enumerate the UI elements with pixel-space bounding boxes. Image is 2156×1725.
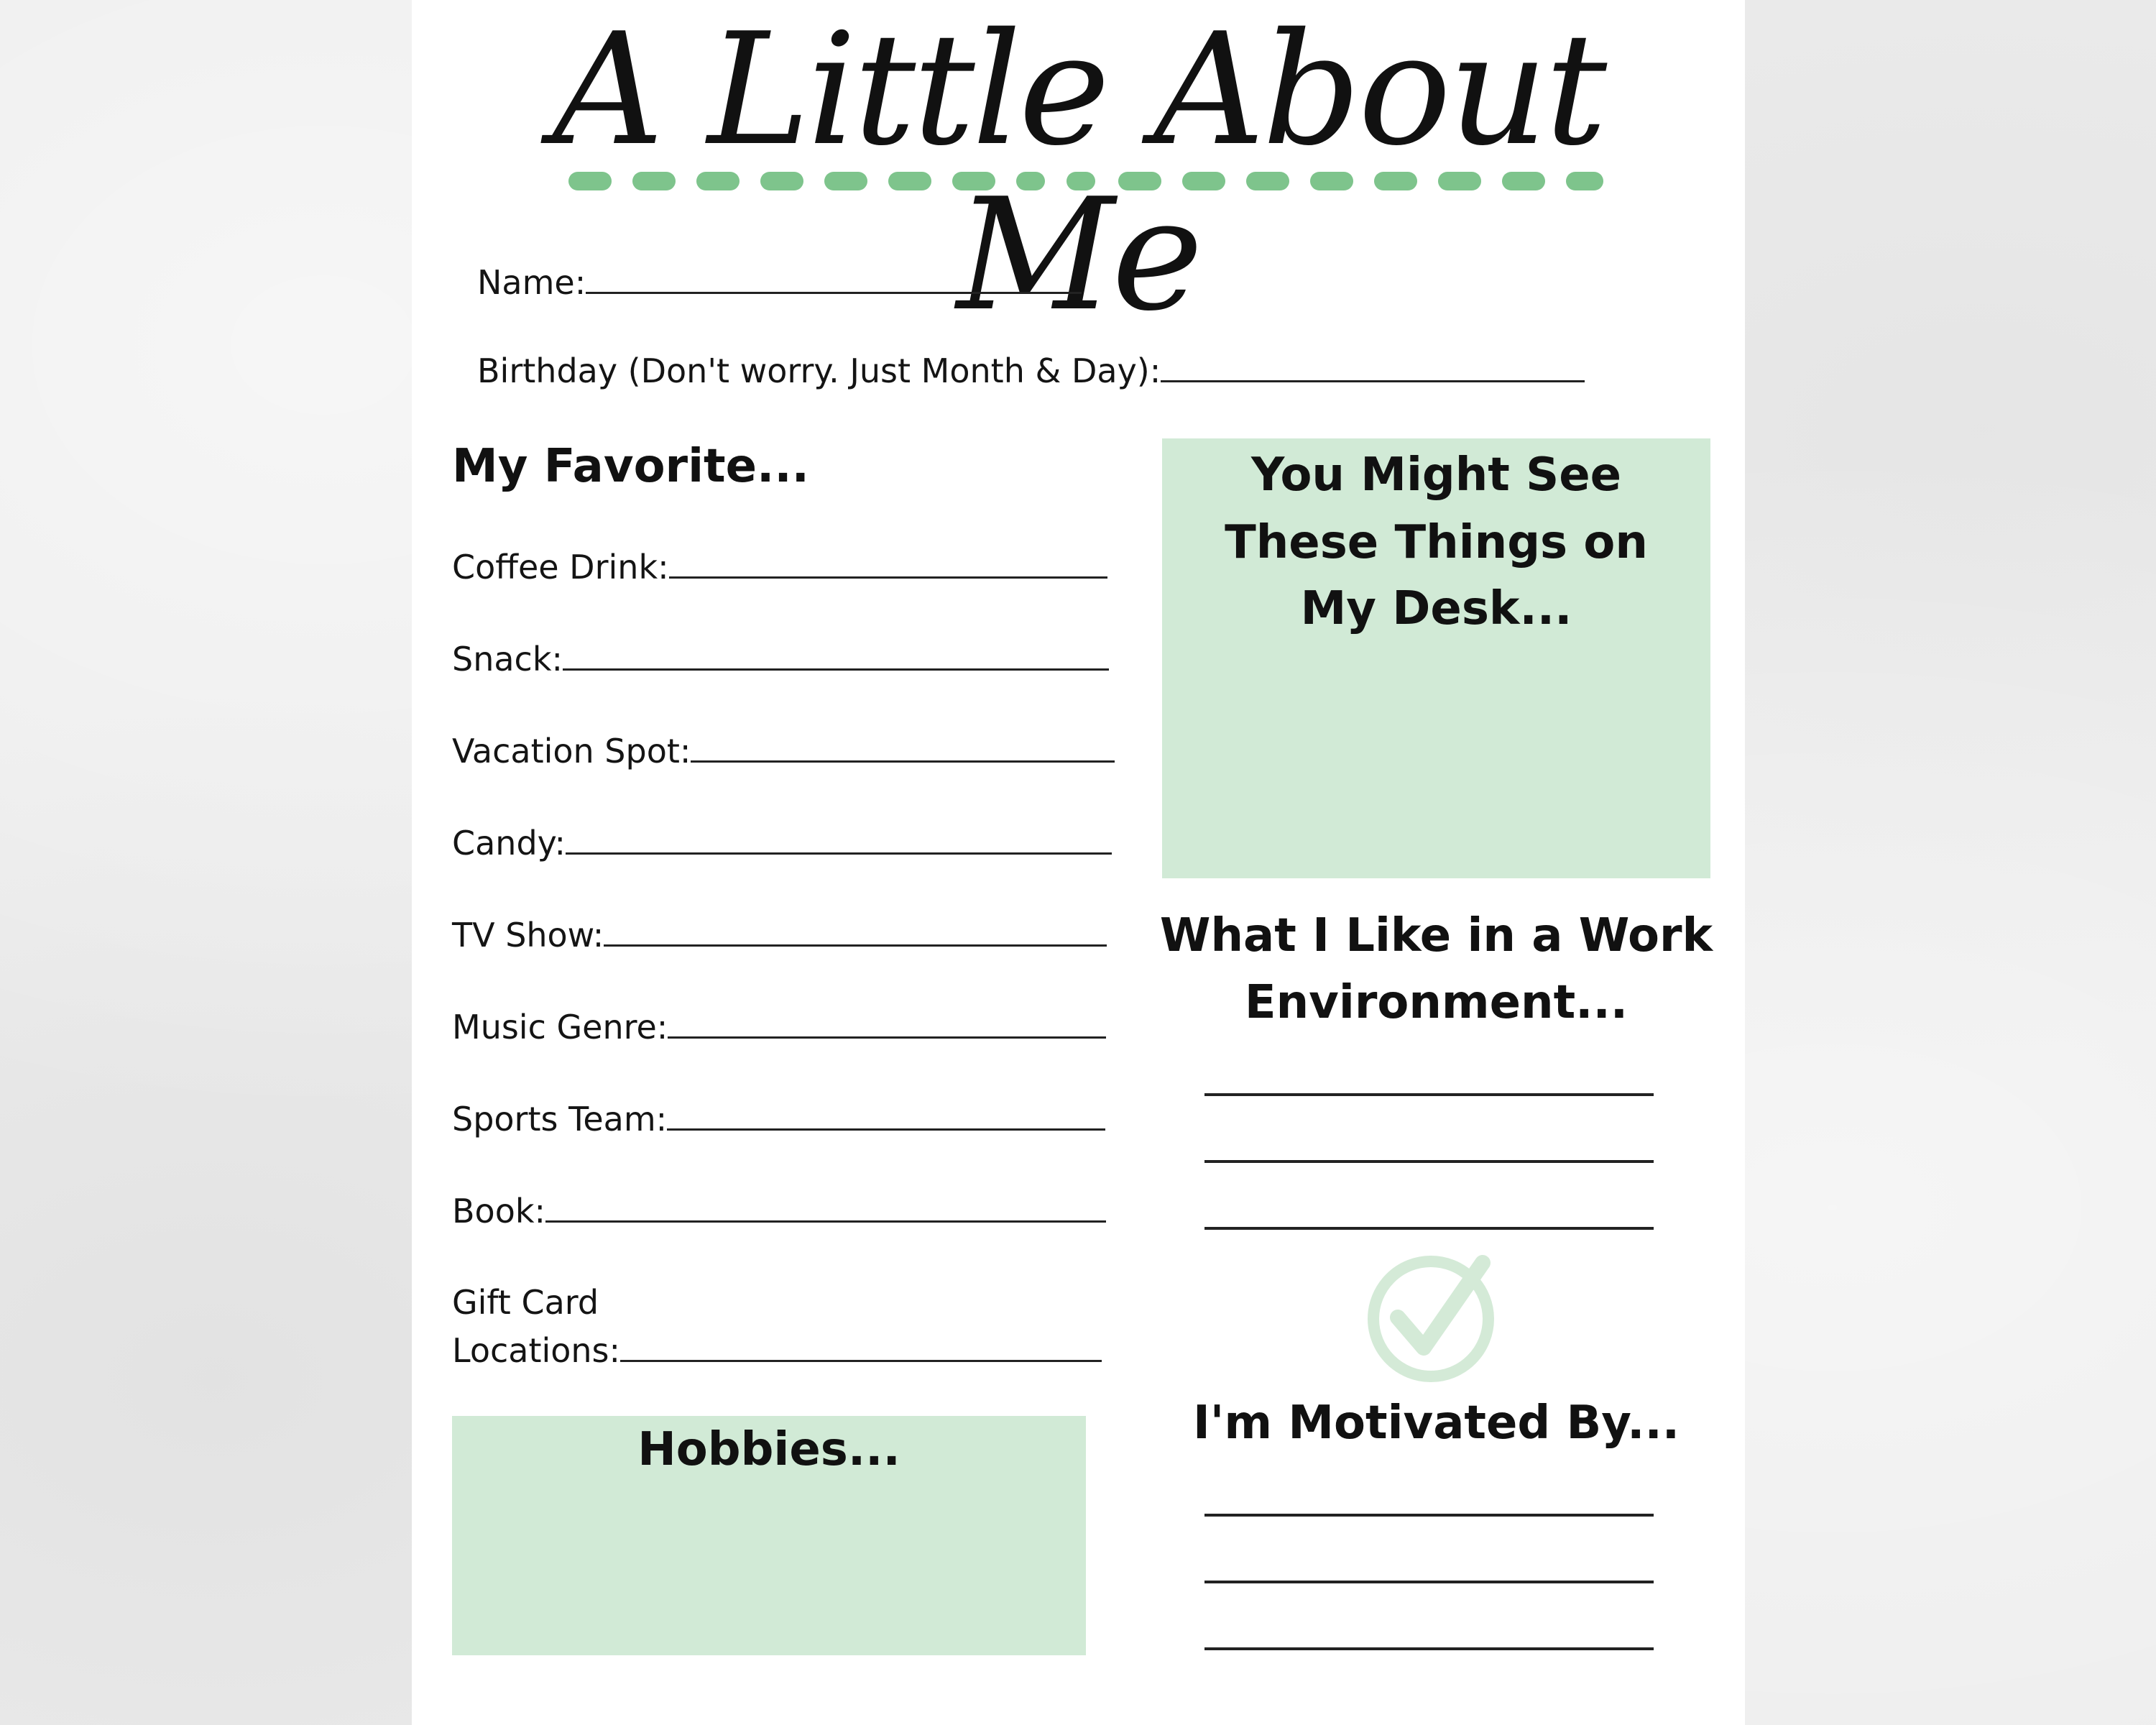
hobbies-box[interactable] <box>452 1416 1086 1655</box>
work-environment-heading-line1: What I Like in a Work <box>1159 909 1713 962</box>
favorites-heading: My Favorite... <box>452 440 809 493</box>
gift-card-field[interactable] <box>452 1328 1102 1372</box>
work-environment-blank-1[interactable] <box>1204 1093 1654 1096</box>
favorite-tv-label: TV Show: <box>452 916 604 954</box>
motivated-blank-1[interactable] <box>1204 1514 1654 1517</box>
name-label: Name: <box>477 263 586 302</box>
favorite-snack-label: Snack: <box>452 640 563 678</box>
hobbies-heading: Hobbies... <box>637 1423 900 1476</box>
favorite-tv-blank[interactable] <box>604 913 1107 947</box>
favorite-coffee-label: Coffee Drink: <box>452 548 669 586</box>
favorite-sports-label: Sports Team: <box>452 1100 668 1138</box>
favorite-candy-blank[interactable] <box>566 821 1112 855</box>
favorite-tv-field[interactable] <box>452 913 1107 957</box>
desk-items-box[interactable] <box>1162 438 1710 878</box>
favorite-coffee-blank[interactable] <box>669 545 1107 579</box>
favorite-sports-field[interactable] <box>452 1097 1105 1141</box>
motivated-heading: I'm Motivated By... <box>1192 1397 1680 1450</box>
favorite-snack-field[interactable] <box>452 637 1109 681</box>
work-environment-blank-2[interactable] <box>1204 1160 1654 1163</box>
gift-card-blank[interactable] <box>620 1328 1102 1362</box>
desk-heading-line1: You Might See <box>1250 448 1622 502</box>
checkmark-circle-icon <box>1368 1247 1504 1384</box>
gift-card-label-line2: Locations: <box>452 1331 621 1370</box>
favorite-book-field[interactable] <box>452 1189 1106 1233</box>
favorite-coffee-field[interactable] <box>452 545 1107 589</box>
favorite-book-blank[interactable] <box>545 1189 1106 1223</box>
favorite-book-label: Book: <box>452 1192 545 1230</box>
favorite-candy-label: Candy: <box>452 824 566 862</box>
name-field[interactable] <box>477 260 1082 304</box>
desk-heading-line3: My Desk... <box>1300 582 1572 635</box>
page-title: A Little About Me <box>552 0 1605 345</box>
birthday-blank[interactable] <box>1161 349 1585 382</box>
favorite-snack-blank[interactable] <box>563 637 1109 671</box>
favorite-music-label: Music Genre: <box>452 1008 668 1046</box>
name-blank[interactable] <box>586 260 1082 294</box>
work-environment-blank-3[interactable] <box>1204 1227 1654 1230</box>
favorite-vacation-label: Vacation Spot: <box>452 732 691 770</box>
desk-heading-line2: These Things on <box>1225 516 1648 569</box>
motivated-blank-2[interactable] <box>1204 1581 1654 1583</box>
favorite-candy-field[interactable] <box>452 821 1112 865</box>
motivated-blank-3[interactable] <box>1204 1647 1654 1650</box>
favorite-vacation-blank[interactable] <box>691 729 1115 763</box>
work-environment-heading-line2: Environment... <box>1244 976 1628 1029</box>
favorite-vacation-field[interactable] <box>452 729 1115 773</box>
birthday-field[interactable] <box>477 349 1585 392</box>
gift-card-label-line1: Gift Card <box>452 1283 599 1322</box>
title-dashed-underline <box>568 171 1603 191</box>
favorite-music-blank[interactable] <box>668 1005 1106 1039</box>
favorite-sports-blank[interactable] <box>667 1097 1105 1131</box>
favorite-music-field[interactable] <box>452 1005 1106 1049</box>
birthday-label: Birthday (Don't worry. Just Month & Day): <box>477 351 1161 390</box>
worksheet-page <box>412 0 1745 1725</box>
